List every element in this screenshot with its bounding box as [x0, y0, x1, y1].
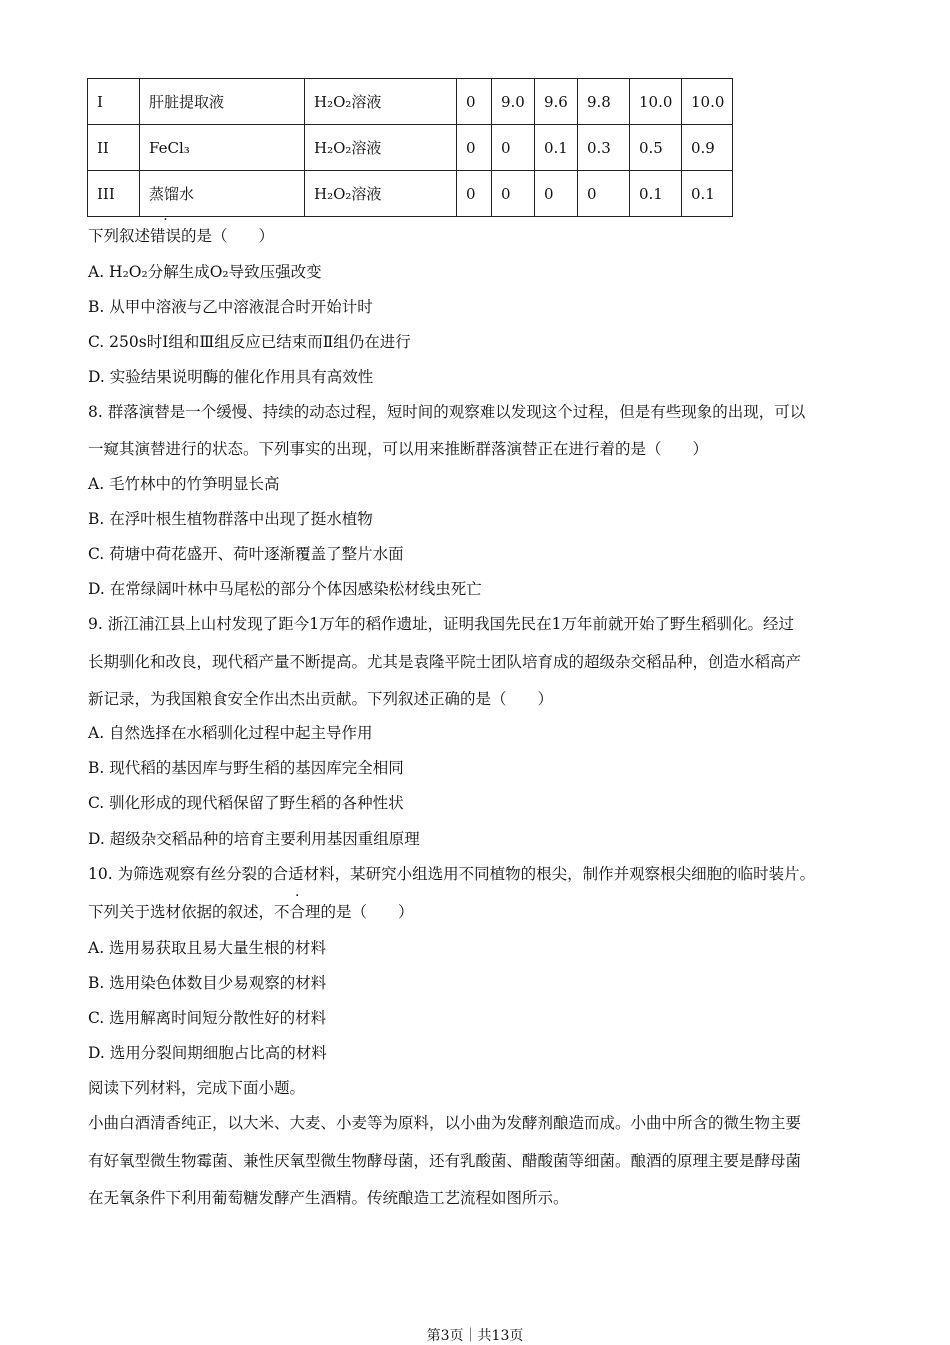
page-footer: 第3页｜共13页: [426, 1328, 524, 1344]
table-cell: 0: [492, 171, 535, 217]
table-row: [88, 125, 733, 171]
table-cell: H₂O₂溶液: [305, 79, 457, 125]
table-cell: II: [88, 125, 140, 171]
option: A. 自然选择在水稻驯化过程中起主导作用: [88, 724, 373, 742]
option: C. 驯化形成的现代稻保留了野生稻的各种性状: [88, 794, 404, 812]
table-cell: H₂O₂溶液: [305, 125, 457, 171]
option: D. 选用分裂间期细胞占比高的材料: [88, 1044, 327, 1062]
option: D. 在常绿阔叶林中马尾松的部分个体因感染松材线虫死亡: [88, 580, 482, 598]
q9-stem-line: 长期驯化和改良，现代稻产量不断提高。尤其是袁隆平院士团队培育成的超级杂交稻品种，创造水稻高产: [88, 653, 802, 671]
option: C. 250s时Ⅰ组和Ⅲ组反应已结束而Ⅱ组仍在进行: [88, 333, 411, 351]
table-cell: 0: [492, 125, 535, 171]
table-row: [88, 171, 733, 217]
q7-emphasis: 错误: [150, 227, 182, 245]
reading-paragraph-line: 有好氧型微生物霉菌、兼性厌氧型微生物酵母菌，还有乳酸菌、醋酸菌等细菌。酿酒的原理主要是酵母菌: [88, 1152, 802, 1170]
table-cell: 9.0: [492, 79, 535, 125]
option: C. 选用解离时间短分散性好的材料: [88, 1009, 327, 1027]
table-cell: 0.1: [630, 171, 682, 217]
q7-stem-pre: 下列叙述: [88, 227, 151, 245]
option: B. 选用染色体数目少易观察的材料: [88, 974, 327, 992]
table-cell: 10.0: [682, 79, 733, 125]
q10-emphasis: 不合理: [274, 903, 321, 921]
q10-stem-pre: 下列关于选材依据的叙述，: [88, 903, 275, 921]
table-cell: H₂O₂溶液: [305, 171, 457, 217]
table-cell: I: [88, 79, 140, 125]
table-cell: 0.9: [682, 125, 733, 171]
table-row: [88, 79, 733, 125]
table-cell: 0: [457, 125, 492, 171]
q10-stem: [88, 902, 414, 922]
reading-intro: 阅读下列材料，完成下面小题。: [88, 1079, 306, 1097]
q7-stem-post: 的是（ ）: [181, 227, 275, 245]
table-cell: III: [88, 171, 140, 217]
results-table: [87, 78, 733, 217]
option: A. 毛竹林中的竹笋明显长高: [88, 475, 280, 493]
option: A. H₂O₂分解生成O₂导致压强改变: [88, 263, 322, 281]
reading-paragraph-line: 小曲白酒清香纯正，以大米、大麦、小麦等为原料，以小曲为发酵剂酿造而成。小曲中所含的微生物主要: [88, 1114, 802, 1132]
q7-stem: [88, 226, 274, 246]
q10-stem-line: 10. 为筛选观察有丝分裂的合适材料，某研究小组选用不同植物的根尖，制作并观察根尖细胞的临时装片。: [88, 865, 816, 883]
table-cell: FeCl₃: [140, 125, 305, 171]
q10-stem-post: 的是（ ）: [320, 903, 414, 921]
q8-stem-line: 一窥其演替进行的状态。下列事实的出现，可以用来推断群落演替正在进行着的是（ ）: [88, 440, 709, 458]
table-cell: 0.1: [682, 171, 733, 217]
option: A. 选用易获取且易大量生根的材料: [88, 939, 327, 957]
option: D. 超级杂交稻品种的培育主要利用基因重组原理: [88, 830, 420, 848]
option: B. 在浮叶根生植物群落中出现了挺水植物: [88, 510, 373, 528]
table-cell: 蒸馏水: [140, 171, 305, 217]
table-cell: 0: [578, 171, 630, 217]
table-cell: 0.5: [630, 125, 682, 171]
table-cell: 9.8: [578, 79, 630, 125]
table-cell: 10.0: [630, 79, 682, 125]
table-cell: 0.3: [578, 125, 630, 171]
option: C. 荷塘中荷花盛开、荷叶逐渐覆盖了整片水面: [88, 545, 404, 563]
q8-stem-line: 8. 群落演替是一个缓慢、持续的动态过程，短时间的观察难以发现这个过程，但是有些现象的出现，可以: [88, 403, 806, 421]
table-cell: 9.6: [535, 79, 578, 125]
table-cell: 0.1: [535, 125, 578, 171]
table-cell: 0: [535, 171, 578, 217]
option: B. 从甲中溶液与乙中溶液混合时开始计时: [88, 298, 373, 316]
table-cell: 肝脏提取液: [140, 79, 305, 125]
table-cell: 0: [457, 171, 492, 217]
q9-stem-line: 9. 浙江浦江县上山村发现了距今1万年的稻作遗址，证明我国先民在1万年前就开始了野生稻驯化。经过: [88, 615, 794, 633]
table-cell: 0: [457, 79, 492, 125]
q9-stem-line: 新记录，为我国粮食安全作出杰出贡献。下列叙述正确的是（ ）: [88, 690, 554, 708]
option: D. 实验结果说明酶的催化作用具有高效性: [88, 368, 374, 386]
option: B. 现代稻的基因库与野生稻的基因库完全相同: [88, 759, 404, 777]
reading-paragraph-line: 在无氧条件下利用葡萄糖发酵产生酒精。传统酿造工艺流程如图所示。: [88, 1189, 569, 1207]
